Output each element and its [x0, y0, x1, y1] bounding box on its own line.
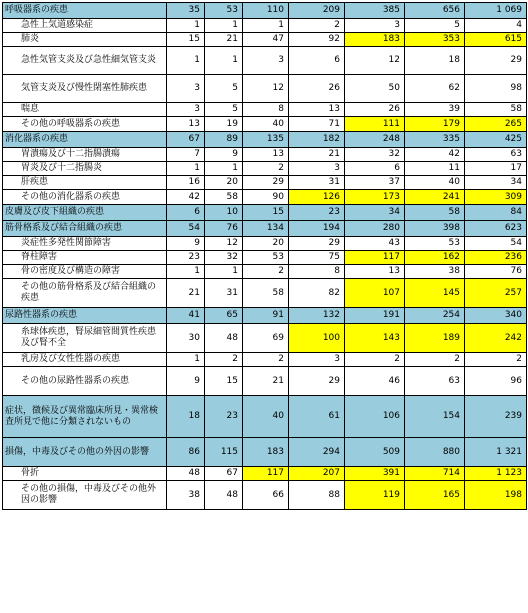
cell-value: 294 — [289, 438, 345, 467]
row-label: 呼吸器系の疾患 — [3, 3, 167, 19]
cell-value: 71 — [289, 117, 345, 132]
category-row — [3, 3, 527, 19]
cell-value: 239 — [465, 396, 527, 438]
cell-value: 42 — [167, 190, 205, 205]
cell-value: 26 — [345, 103, 405, 117]
cell-value: 143 — [345, 324, 405, 353]
cell-value: 9 — [205, 148, 243, 162]
row-label: 胃潰瘍及び十二指腸潰瘍 — [3, 148, 167, 162]
cell-value: 34 — [465, 176, 527, 190]
category-row — [3, 221, 527, 237]
cell-value: 2 — [345, 353, 405, 367]
cell-value: 194 — [289, 221, 345, 237]
table-row — [3, 176, 527, 190]
cell-value: 19 — [205, 117, 243, 132]
cell-value: 353 — [405, 33, 465, 47]
cell-value: 88 — [289, 481, 345, 510]
cell-value: 86 — [167, 438, 205, 467]
cell-value: 6 — [167, 205, 205, 221]
cell-value: 257 — [465, 279, 527, 308]
cell-value: 39 — [405, 103, 465, 117]
cell-value: 66 — [243, 481, 289, 510]
cell-value: 2 — [243, 353, 289, 367]
table-row — [3, 237, 527, 251]
cell-value: 615 — [465, 33, 527, 47]
cell-value: 21 — [167, 279, 205, 308]
table-row — [3, 33, 527, 47]
table-body — [3, 3, 527, 510]
row-label: 急性上気道感染症 — [3, 19, 167, 33]
cell-value: 84 — [465, 205, 527, 221]
cell-value: 23 — [289, 205, 345, 221]
cell-value: 280 — [345, 221, 405, 237]
cell-value: 76 — [205, 221, 243, 237]
cell-value: 179 — [405, 117, 465, 132]
row-label: 肝疾患 — [3, 176, 167, 190]
cell-value: 40 — [243, 396, 289, 438]
cell-value: 265 — [465, 117, 527, 132]
table-row — [3, 324, 527, 353]
cell-value: 58 — [205, 190, 243, 205]
row-label: その他の尿路性器系の疾患 — [3, 367, 167, 396]
category-row — [3, 438, 527, 467]
cell-value: 91 — [243, 308, 289, 324]
cell-value: 65 — [205, 308, 243, 324]
cell-value: 90 — [243, 190, 289, 205]
cell-value: 54 — [465, 237, 527, 251]
cell-value: 5 — [405, 19, 465, 33]
cell-value: 385 — [345, 3, 405, 19]
cell-value: 13 — [289, 103, 345, 117]
cell-value: 100 — [289, 324, 345, 353]
cell-value: 23 — [167, 251, 205, 265]
row-label: 急性気管支炎及び急性細気管支炎 — [3, 47, 167, 75]
table-row — [3, 162, 527, 176]
cell-value: 53 — [205, 3, 243, 19]
cell-value: 3 — [289, 162, 345, 176]
cell-value: 1 321 — [465, 438, 527, 467]
row-label: 気管支炎及び慢性閉塞性肺疾患 — [3, 75, 167, 103]
cell-value: 76 — [465, 265, 527, 279]
category-row — [3, 396, 527, 438]
cell-value: 12 — [205, 237, 243, 251]
table-row — [3, 367, 527, 396]
table-row — [3, 481, 527, 510]
cell-value: 398 — [405, 221, 465, 237]
cell-value: 5 — [205, 75, 243, 103]
cell-value: 154 — [405, 396, 465, 438]
cell-value: 58 — [465, 103, 527, 117]
cell-value: 67 — [167, 132, 205, 148]
cell-value: 6 — [345, 162, 405, 176]
cell-value: 12 — [345, 47, 405, 75]
cell-value: 1 — [167, 162, 205, 176]
cell-value: 3 — [345, 19, 405, 33]
cell-value: 189 — [405, 324, 465, 353]
row-label: 乳房及び女性性器の疾患 — [3, 353, 167, 367]
cell-value: 309 — [465, 190, 527, 205]
row-label: 脊柱障害 — [3, 251, 167, 265]
cell-value: 13 — [243, 148, 289, 162]
row-label: 喘息 — [3, 103, 167, 117]
cell-value: 37 — [345, 176, 405, 190]
cell-value: 48 — [205, 324, 243, 353]
cell-value: 48 — [167, 467, 205, 481]
cell-value: 106 — [345, 396, 405, 438]
table-row — [3, 19, 527, 33]
cell-value: 1 — [167, 265, 205, 279]
cell-value: 111 — [345, 117, 405, 132]
cell-value: 11 — [405, 162, 465, 176]
cell-value: 13 — [345, 265, 405, 279]
cell-value: 18 — [405, 47, 465, 75]
cell-value: 198 — [465, 481, 527, 510]
cell-value: 714 — [405, 467, 465, 481]
cell-value: 254 — [405, 308, 465, 324]
cell-value: 1 — [205, 47, 243, 75]
cell-value: 2 — [243, 162, 289, 176]
cell-value: 98 — [465, 75, 527, 103]
cell-value: 135 — [243, 132, 289, 148]
table-row — [3, 265, 527, 279]
table-row — [3, 467, 527, 481]
cell-value: 31 — [289, 176, 345, 190]
cell-value: 8 — [289, 265, 345, 279]
cell-value: 1 — [205, 19, 243, 33]
cell-value: 15 — [243, 205, 289, 221]
row-label: 骨折 — [3, 467, 167, 481]
row-label: その他の筋骨格系及び結合組織の疾患 — [3, 279, 167, 308]
cell-value: 425 — [465, 132, 527, 148]
cell-value: 53 — [243, 251, 289, 265]
cell-value: 63 — [465, 148, 527, 162]
cell-value: 9 — [167, 237, 205, 251]
row-label: 胃炎及び十二指腸炎 — [3, 162, 167, 176]
cell-value: 1 — [167, 47, 205, 75]
cell-value: 248 — [345, 132, 405, 148]
table-row — [3, 190, 527, 205]
cell-value: 110 — [243, 3, 289, 19]
cell-value: 182 — [289, 132, 345, 148]
cell-value: 3 — [289, 353, 345, 367]
cell-value: 2 — [465, 353, 527, 367]
cell-value: 3 — [167, 103, 205, 117]
category-row — [3, 132, 527, 148]
table-row — [3, 353, 527, 367]
data-table — [2, 2, 527, 510]
cell-value: 50 — [345, 75, 405, 103]
cell-value: 1 — [205, 265, 243, 279]
cell-value: 23 — [205, 396, 243, 438]
cell-value: 134 — [243, 221, 289, 237]
cell-value: 242 — [465, 324, 527, 353]
table-row — [3, 103, 527, 117]
cell-value: 162 — [405, 251, 465, 265]
cell-value: 89 — [205, 132, 243, 148]
cell-value: 82 — [289, 279, 345, 308]
cell-value: 20 — [205, 176, 243, 190]
cell-value: 32 — [205, 251, 243, 265]
cell-value: 17 — [465, 162, 527, 176]
cell-value: 58 — [243, 279, 289, 308]
cell-value: 132 — [289, 308, 345, 324]
row-label: 消化器系の疾患 — [3, 132, 167, 148]
cell-value: 623 — [465, 221, 527, 237]
cell-value: 38 — [167, 481, 205, 510]
cell-value: 34 — [345, 205, 405, 221]
cell-value: 1 — [167, 19, 205, 33]
cell-value: 12 — [243, 75, 289, 103]
cell-value: 117 — [243, 467, 289, 481]
cell-value: 241 — [405, 190, 465, 205]
cell-value: 21 — [289, 148, 345, 162]
cell-value: 29 — [289, 367, 345, 396]
table-row — [3, 75, 527, 103]
cell-value: 145 — [405, 279, 465, 308]
table-row — [3, 148, 527, 162]
row-label: 皮膚及び皮下組織の疾患 — [3, 205, 167, 221]
cell-value: 209 — [289, 3, 345, 19]
row-label: その他の損傷，中毒及びその他外因の影響 — [3, 481, 167, 510]
cell-value: 58 — [405, 205, 465, 221]
cell-value: 16 — [167, 176, 205, 190]
cell-value: 63 — [405, 367, 465, 396]
cell-value: 126 — [289, 190, 345, 205]
cell-value: 391 — [345, 467, 405, 481]
row-label: 損傷，中毒及びその他の外因の影響 — [3, 438, 167, 467]
category-row — [3, 308, 527, 324]
cell-value: 42 — [405, 148, 465, 162]
cell-value: 61 — [289, 396, 345, 438]
cell-value: 6 — [289, 47, 345, 75]
cell-value: 15 — [205, 367, 243, 396]
cell-value: 1 123 — [465, 467, 527, 481]
cell-value: 173 — [345, 190, 405, 205]
cell-value: 183 — [345, 33, 405, 47]
row-label: その他の呼吸器系の疾患 — [3, 117, 167, 132]
row-label: 筋骨格系及び結合組織の疾患 — [3, 221, 167, 237]
row-label: 尿路性器系の疾患 — [3, 308, 167, 324]
cell-value: 92 — [289, 33, 345, 47]
cell-value: 207 — [289, 467, 345, 481]
row-label: 症状，徴候及び異常臨床所見・異常検査所見で他に分類されないもの — [3, 396, 167, 438]
cell-value: 46 — [345, 367, 405, 396]
cell-value: 4 — [465, 19, 527, 33]
cell-value: 30 — [167, 324, 205, 353]
cell-value: 107 — [345, 279, 405, 308]
cell-value: 75 — [289, 251, 345, 265]
cell-value: 21 — [243, 367, 289, 396]
cell-value: 880 — [405, 438, 465, 467]
cell-value: 40 — [405, 176, 465, 190]
cell-value: 2 — [405, 353, 465, 367]
row-label: 炎症性多発性関節障害 — [3, 237, 167, 251]
table-row — [3, 279, 527, 308]
cell-value: 96 — [465, 367, 527, 396]
cell-value: 1 — [167, 353, 205, 367]
cell-value: 26 — [289, 75, 345, 103]
cell-value: 15 — [167, 33, 205, 47]
row-label: 糸球体疾患，腎尿細管間質性疾患及び腎不全 — [3, 324, 167, 353]
row-label: 肺炎 — [3, 33, 167, 47]
cell-value: 41 — [167, 308, 205, 324]
cell-value: 21 — [205, 33, 243, 47]
cell-value: 31 — [205, 279, 243, 308]
cell-value: 18 — [167, 396, 205, 438]
cell-value: 62 — [405, 75, 465, 103]
cell-value: 3 — [167, 75, 205, 103]
cell-value: 38 — [405, 265, 465, 279]
cell-value: 340 — [465, 308, 527, 324]
cell-value: 10 — [205, 205, 243, 221]
row-label: 骨の密度及び構造の障害 — [3, 265, 167, 279]
cell-value: 54 — [167, 221, 205, 237]
cell-value: 1 — [205, 162, 243, 176]
cell-value: 32 — [345, 148, 405, 162]
cell-value: 20 — [243, 237, 289, 251]
row-label: その他の消化器系の疾患 — [3, 190, 167, 205]
table-row — [3, 47, 527, 75]
cell-value: 509 — [345, 438, 405, 467]
cell-value: 69 — [243, 324, 289, 353]
cell-value: 67 — [205, 467, 243, 481]
cell-value: 335 — [405, 132, 465, 148]
cell-value: 656 — [405, 3, 465, 19]
cell-value: 43 — [345, 237, 405, 251]
cell-value: 8 — [243, 103, 289, 117]
cell-value: 48 — [205, 481, 243, 510]
cell-value: 5 — [205, 103, 243, 117]
cell-value: 13 — [167, 117, 205, 132]
cell-value: 2 — [243, 265, 289, 279]
cell-value: 47 — [243, 33, 289, 47]
table-row — [3, 251, 527, 265]
cell-value: 2 — [289, 19, 345, 33]
cell-value: 119 — [345, 481, 405, 510]
cell-value: 1 — [243, 19, 289, 33]
cell-value: 35 — [167, 3, 205, 19]
cell-value: 9 — [167, 367, 205, 396]
cell-value: 1 069 — [465, 3, 527, 19]
cell-value: 165 — [405, 481, 465, 510]
cell-value: 53 — [405, 237, 465, 251]
table-row — [3, 117, 527, 132]
cell-value: 115 — [205, 438, 243, 467]
cell-value: 117 — [345, 251, 405, 265]
cell-value: 29 — [465, 47, 527, 75]
cell-value: 29 — [289, 237, 345, 251]
cell-value: 183 — [243, 438, 289, 467]
cell-value: 7 — [167, 148, 205, 162]
cell-value: 29 — [243, 176, 289, 190]
category-row — [3, 205, 527, 221]
cell-value: 191 — [345, 308, 405, 324]
cell-value: 236 — [465, 251, 527, 265]
cell-value: 40 — [243, 117, 289, 132]
cell-value: 2 — [205, 353, 243, 367]
cell-value: 3 — [243, 47, 289, 75]
